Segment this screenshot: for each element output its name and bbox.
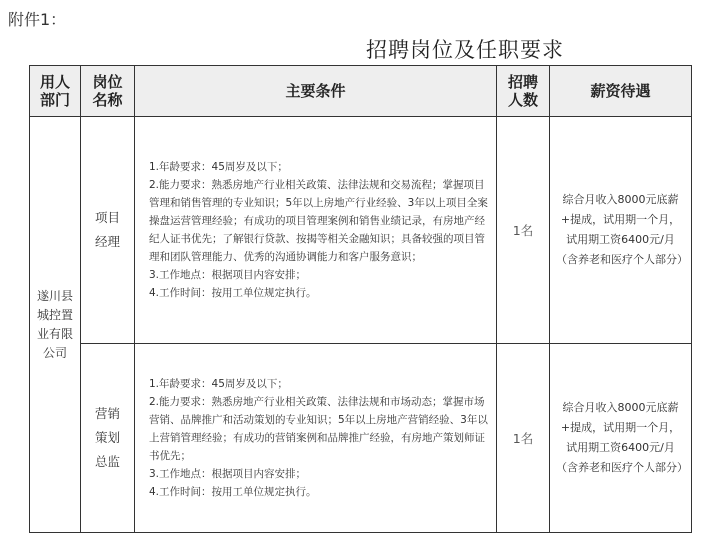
- header-position: 岗位名称: [81, 66, 135, 117]
- recruitment-table: [29, 65, 692, 533]
- header-unit: 用人部门: [30, 66, 81, 117]
- condition-item: 2.能力要求：熟悉房地产行业相关政策、法律法规和市场动态；掌握市场营销、品牌推广和活动策划的专业知识；5年以上房地产营销经验、3年以上营销管理经验；有成功的营销案例和品牌推广经验，有房地产策划师证书优先；: [149, 396, 488, 462]
- table-row: [30, 344, 692, 533]
- condition-item: 1.年龄要求：45周岁及以下；: [149, 378, 288, 390]
- unit-name: 遂川县城控置业有限公司: [30, 117, 81, 533]
- header-count: 招聘人数: [497, 66, 550, 117]
- table-row: [30, 117, 692, 344]
- table-header-row: [30, 66, 692, 117]
- header-salary: 薪资待遇: [550, 66, 692, 117]
- conditions-cell: [135, 117, 497, 344]
- condition-item: 1.年龄要求：45周岁及以下；: [149, 161, 288, 173]
- condition-item: 3.工作地点：根据项目内容安排；: [149, 468, 307, 480]
- position-name: 营销策划总监: [81, 344, 135, 533]
- header-conditions: 主要条件: [135, 66, 497, 117]
- position-name: 项目经理: [81, 117, 135, 344]
- condition-item: 3.工作地点：根据项目内容安排；: [149, 269, 307, 281]
- condition-item: 4.工作时间：按用工单位规定执行。: [149, 486, 317, 498]
- salary-cell: 综合月收入8000元底薪+提成，试用期一个月，试用期工资6400元/月（含养老和医疗个人部分）: [550, 117, 692, 344]
- hire-count: 1名: [497, 117, 550, 344]
- salary-cell: 综合月收入8000元底薪+提成，试用期一个月，试用期工资6400元/月（含养老和医疗个人部分）: [550, 344, 692, 533]
- condition-item: 2.能力要求：熟悉房地产行业相关政策、法律法规和交易流程；掌握项目管理和销售管理的专业知识；5年以上房地产行业经验、3年以上项目全案操盘运营管理经验；有成功的项目管理案例和销售业绩记录，有房地产经纪人证书优先；了解银行贷款、按揭等相关金融知识；具备较强的项目管理和团队管理能力、优秀的沟通协调能力和客户服务意识；: [149, 179, 488, 263]
- hire-count: 1名: [497, 344, 550, 533]
- conditions-cell: [135, 344, 497, 533]
- annex-label: 附件1：: [8, 10, 67, 29]
- page-title: 招聘岗位及任职要求: [366, 38, 564, 62]
- condition-item: 4.工作时间：按用工单位规定执行。: [149, 287, 317, 299]
